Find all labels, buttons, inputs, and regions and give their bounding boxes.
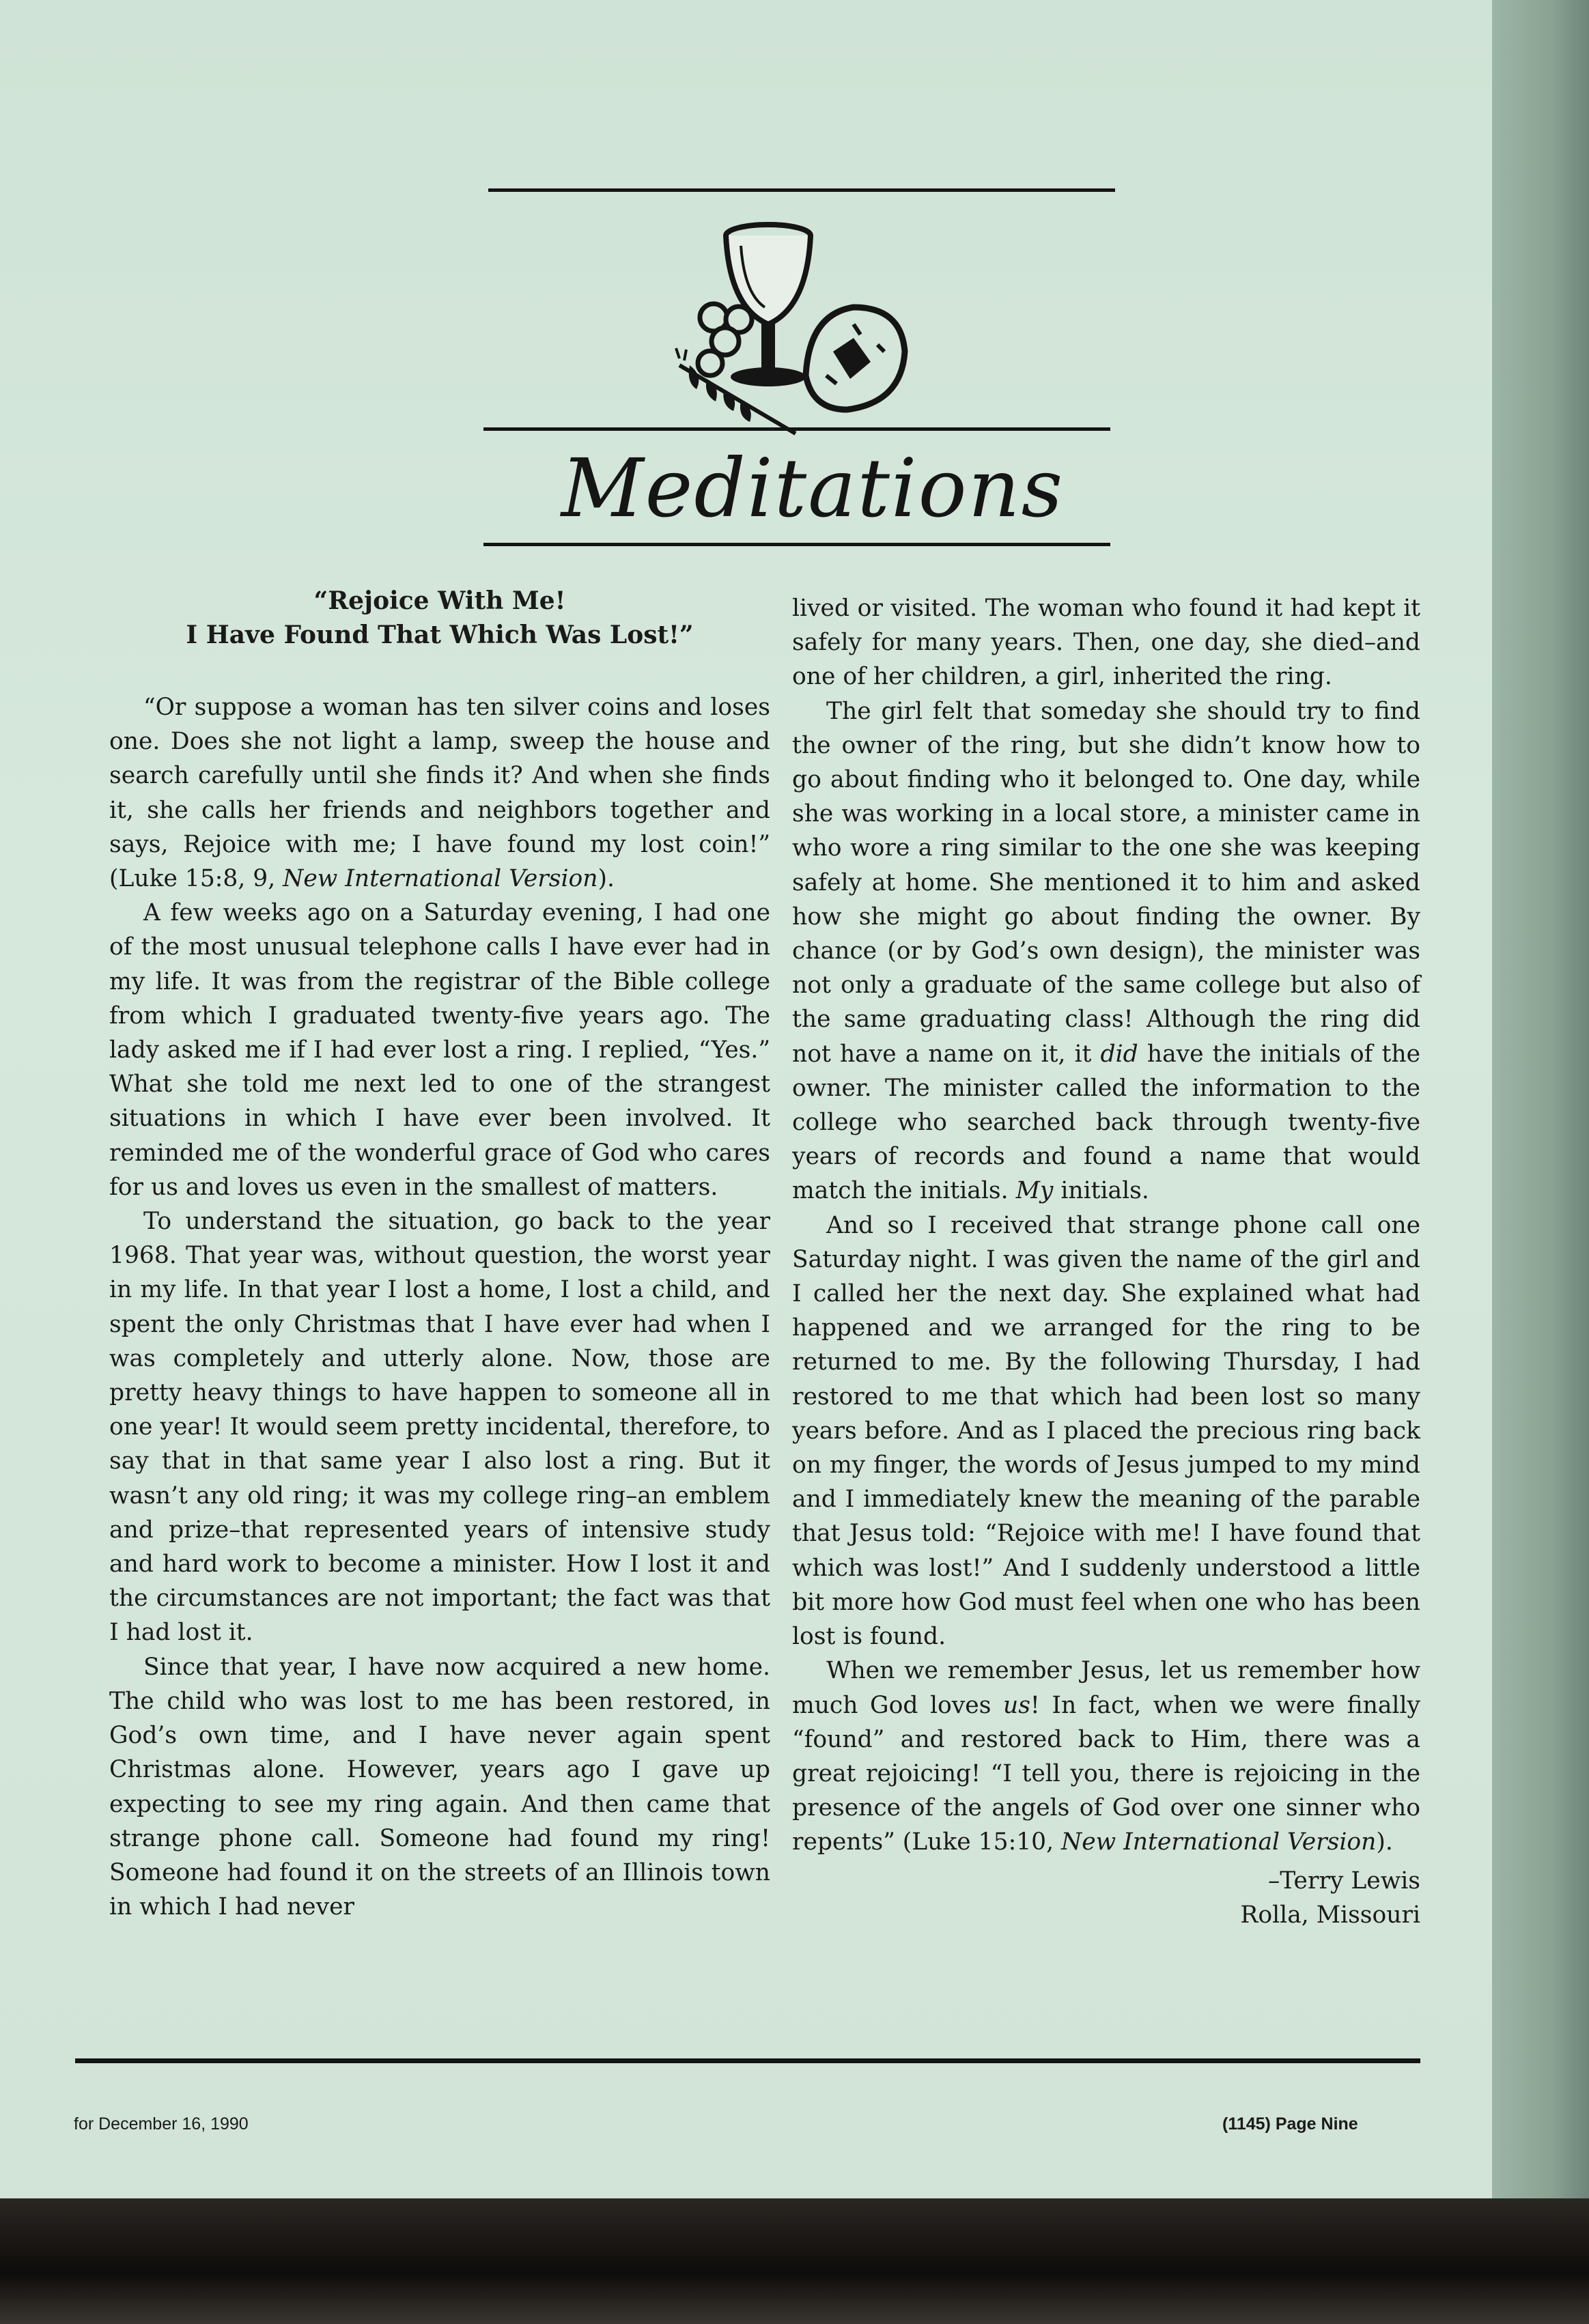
article-title-line-1: “Rejoice With Me! <box>313 586 566 615</box>
article-right-column <box>792 591 1420 1932</box>
chalice-grapes-wheat-bread-icon <box>649 205 936 451</box>
paragraph: The girl felt that someday she should try to find the owner of the ring, but she didn’t know how to go about finding who it belonged to. One day, while she was working in a local store, a minister came in who wore a ring similar to the one she was keeping safely at home. She mentioned it to him and asked how she might go about finding the owner. By chance (or by God’s own design), the minister was not only a graduate of the same college but also of the same graduating class! Although the ring did not have a name on it, it did have the initials of the owner. The minister called the information to the college who searched back through twenty-five years of records and found a name that would match the initials. My initials. <box>792 697 1421 1205</box>
paragraph: A few weeks ago on a Saturday evening, I had one of the most unusual telephone calls I have ever had in my life. It was from the registrar of the Bible college from which I graduated twenty-five years ago. The lady asked me if I had ever lost a ring. I replied, “Yes.” What she told me next led to one of the strangest situations in which I have ever been involved. It reminded me of the wonderful grace of God who cares for us and loves us even in the smallest of matters. <box>109 899 770 1201</box>
paragraph: lived or visited. The woman who found it had kept it safely for many years. Then, one day, she died–and one of her children, a girl, inherited the ring. <box>792 595 1420 691</box>
author-location: Rolla, Missouri <box>1240 1901 1420 1929</box>
masthead-bottom-rule <box>483 543 1110 546</box>
author-signature <box>792 1864 1420 1932</box>
article-title <box>109 584 770 652</box>
paragraph: Since that year, I have now acquired a new home. The child who was lost to me has been restored, in God’s own time, and I have never again spent Christmas alone. However, years ago I gave up expecting to see my ring again. And then came that strange phone call. Someone had found my ring! Someone had found it on the streets of an Illinois town in which I had never <box>109 1653 770 1921</box>
article-title-line-2: I Have Found That Which Was Lost!” <box>186 621 694 649</box>
paragraph: When we remember Jesus, let us remember how much God loves us! In fact, when we were finally “found” and restored back to Him, there was a great rejoicing! “I tell you, there is rejoicing in the presence of the angels of God over one sinner who repents” (Luke 15:10, New International Version). <box>792 1657 1420 1856</box>
masthead-title: Meditations <box>561 441 1065 535</box>
page-edge-strip <box>1492 0 1589 2198</box>
author-name: –Terry Lewis <box>1267 1867 1420 1895</box>
paragraph: To understand the situation, go back to the year 1968. That year was, without question, the worst year in my life. In that year I lost a home, I lost a child, and spent the only Christmas that I have ever had when I was completely and utterly alone. Now, those are pretty heavy things to have happen to someone all in one year! It would seem pretty incidental, therefore, to say that in that same year I also lost a ring. But it wasn’t any old ring; it was my college ring–an emblem and prize–that represented years of intensive study and hard work to become a minister. How I lost it and the circumstances are not important; the fact was that I had lost it. <box>109 1208 770 1647</box>
table-surface <box>0 2198 1589 2324</box>
masthead-top-rule <box>488 188 1115 192</box>
footer-rule <box>75 2058 1420 2063</box>
issue-date: for December 16, 1990 <box>74 2114 249 2134</box>
page-number: (1145) Page Nine <box>1222 2114 1358 2134</box>
paragraph: “Or suppose a woman has ten silver coins and loses one. Does she not light a lamp, sweep the house and search carefully until she finds it? And when she finds it, she calls her friends and neighbors together and says, Rejoice with me; I have found my lost coin!” (Luke 15:8, 9, New International Version). <box>109 694 770 893</box>
paragraph: And so I received that strange phone call one Saturday night. I was given the name of the girl and I called her the next day. She explained what had happened and we arranged for the ring to be returned to me. By the following Thursday, I had restored to me that which had been lost so many years before. And as I placed the precious ring back on my finger, the words of Jesus jumped to my mind and I immediately knew the meaning of the parable that Jesus told: “Rejoice with me! I have found that which was lost!” And I suddenly understood a little bit more how God must feel when one who has been lost is found. <box>792 1211 1420 1651</box>
article-left-column <box>109 584 770 1924</box>
